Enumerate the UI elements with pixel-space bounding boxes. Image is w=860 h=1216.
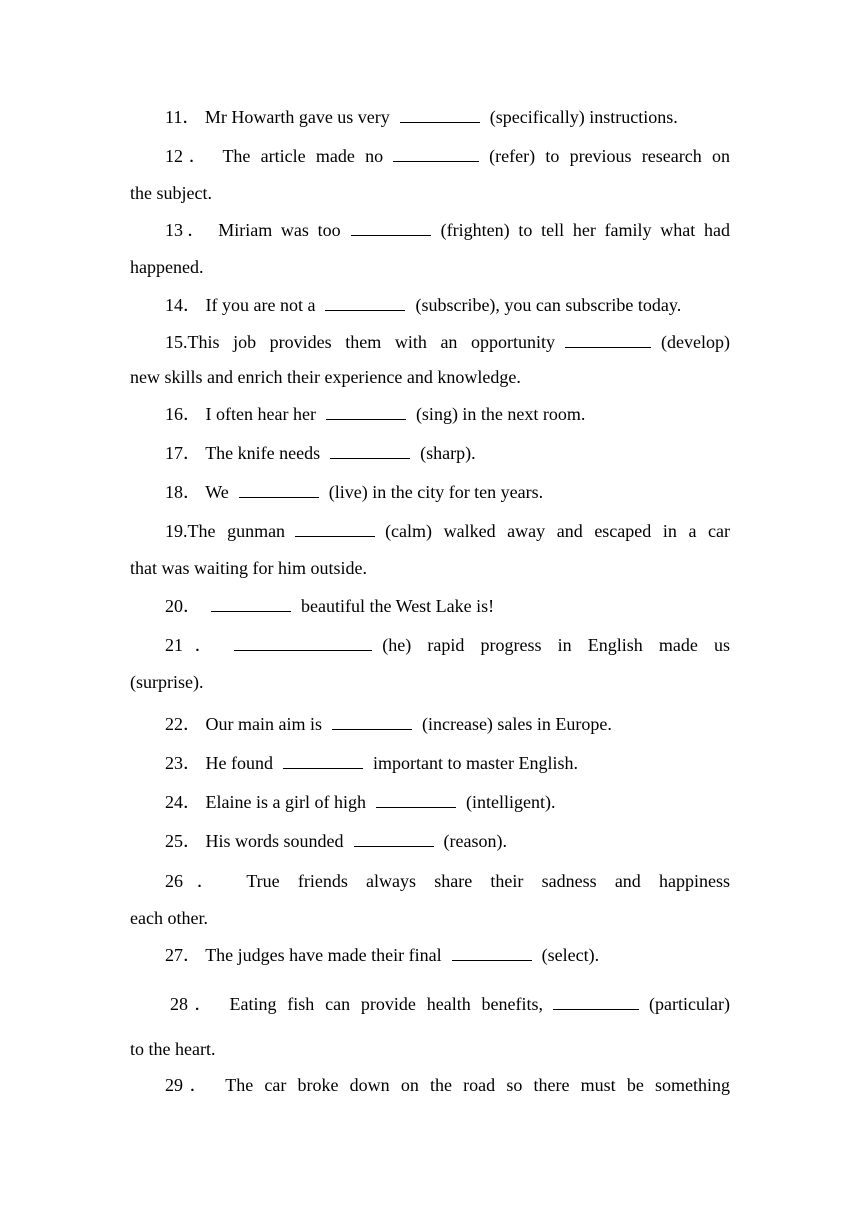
- question-23: 23． He found important to master English.: [165, 753, 578, 773]
- question-number: 11．: [165, 107, 201, 127]
- question-number: 15.: [165, 332, 188, 352]
- question-14: 14． If you are not a (subscribe), you can subscribe today.: [165, 295, 682, 315]
- question-26: 26． True friends always share their sadness and happiness each other.: [130, 871, 731, 928]
- question-27: 27． The judges have made their final (select).: [165, 945, 600, 965]
- answer-blank[interactable]: [393, 145, 479, 162]
- question-number: 16．: [165, 404, 201, 424]
- question-19: 19.The gunman (calm) walked away and escaped in a car that was waiting for him outside.: [130, 521, 730, 578]
- answer-blank[interactable]: [400, 106, 480, 123]
- answer-blank[interactable]: [351, 219, 431, 236]
- answer-blank[interactable]: [553, 993, 639, 1010]
- answer-blank[interactable]: [295, 520, 375, 537]
- answer-blank[interactable]: [211, 595, 291, 612]
- question-12: 12． The article made no (refer) to previous research on the subject.: [130, 146, 731, 203]
- answer-blank[interactable]: [354, 830, 434, 847]
- question-number: 29．: [165, 1075, 215, 1095]
- question-number: 24．: [165, 792, 201, 812]
- question-number: 23．: [165, 753, 201, 773]
- answer-blank[interactable]: [332, 713, 412, 730]
- question-number: 28．: [170, 994, 219, 1014]
- question-24: 24． Elaine is a girl of high (intelligent).: [165, 792, 556, 812]
- question-number: 21．: [165, 635, 225, 655]
- answer-blank[interactable]: [325, 294, 405, 311]
- question-number: 25．: [165, 831, 201, 851]
- question-number: 17．: [165, 443, 201, 463]
- question-29: 29． The car broke down on the road so there must be something: [165, 1075, 731, 1095]
- question-number: 27．: [165, 945, 201, 965]
- question-number: 14．: [165, 295, 201, 315]
- question-22: 22． Our main aim is (increase) sales in Europe.: [165, 714, 612, 734]
- question-16: 16． I often hear her (sing) in the next room.: [165, 404, 586, 424]
- question-21: 21． (he) rapid progress in English made us (surprise).: [130, 635, 730, 692]
- question-25: 25． His words sounded (reason).: [165, 831, 507, 851]
- question-number: 22．: [165, 714, 201, 734]
- question-number: 12．: [165, 146, 213, 166]
- answer-blank[interactable]: [565, 331, 651, 348]
- question-18: 18． We (live) in the city for ten years.: [165, 482, 544, 502]
- question-number: 18．: [165, 482, 201, 502]
- answer-blank[interactable]: [326, 403, 406, 420]
- question-17: 17． The knife needs (sharp).: [165, 443, 476, 463]
- answer-blank[interactable]: [283, 752, 363, 769]
- question-13: 13． Miriam was too (frighten) to tell her family what had happened.: [130, 220, 730, 277]
- question-11: 11． Mr Howarth gave us very (specifically) instructions.: [165, 107, 678, 127]
- answer-blank[interactable]: [234, 634, 372, 651]
- answer-blank[interactable]: [376, 791, 456, 808]
- question-28: 28． Eating fish can provide health benefits, (particular) to the heart.: [130, 994, 730, 1059]
- question-number: 13．: [165, 220, 210, 240]
- question-number: 19.: [165, 521, 188, 541]
- question-number: 26．: [165, 871, 229, 891]
- answer-blank[interactable]: [239, 481, 319, 498]
- question-15: 15.This job provides them with an opportunity (develop) new skills and enrich their experience and knowledge.: [130, 332, 730, 387]
- question-number: 20．: [165, 596, 201, 616]
- answer-blank[interactable]: [452, 944, 532, 961]
- answer-blank[interactable]: [330, 442, 410, 459]
- question-20: 20． beautiful the West Lake is!: [165, 596, 495, 616]
